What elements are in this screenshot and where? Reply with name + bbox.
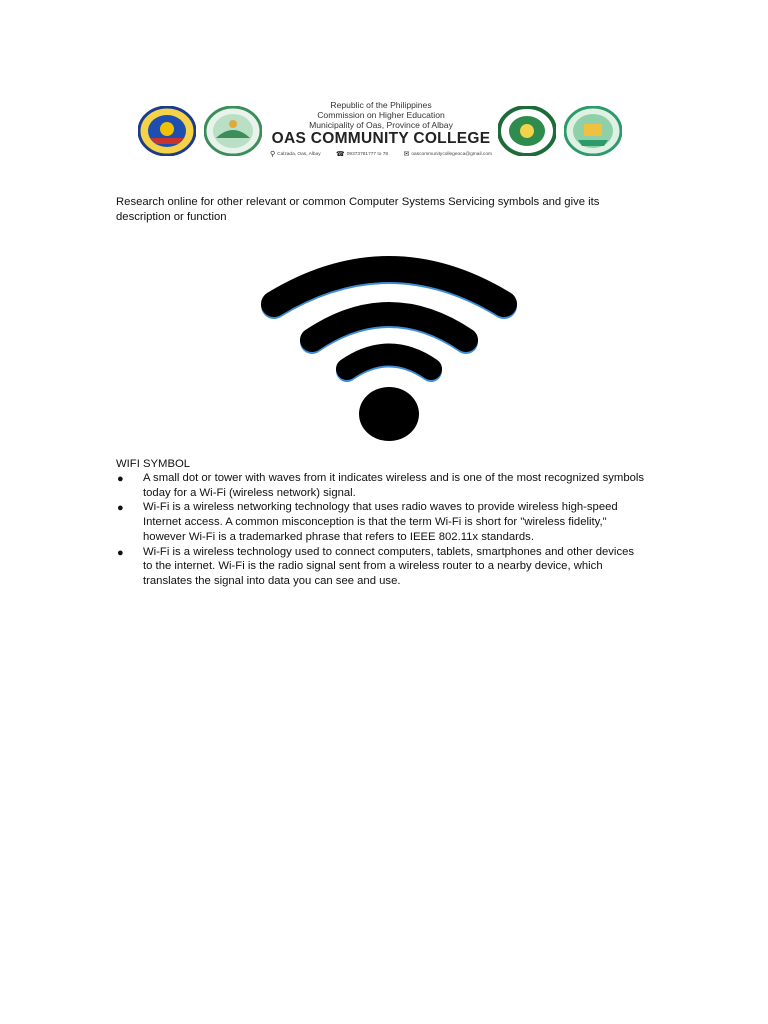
list-item [116, 500, 646, 544]
list-item [116, 545, 646, 589]
letterhead-republic: Republic of the Philippines [330, 100, 432, 110]
ched-seal-logo [138, 106, 196, 156]
municipality-seal-logo [204, 106, 262, 156]
list-item-text: Wi-Fi is a wireless technology used to connect computers, tablets, smartphones and other devices to the internet. Wi-Fi is the radio signal sent from a wireless router to a nearby device, which translates the signal into data you can see and use. [143, 545, 635, 587]
department-seal-logo [564, 106, 622, 156]
letterhead-municipality: Municipality of Oas, Province of Albay [309, 120, 453, 130]
college-name: OAS COMMUNITY COLLEGE [271, 130, 491, 147]
description-list [116, 471, 646, 589]
list-item-text: Wi-Fi is a wireless networking technology that uses radio waves to provide wireless high-speed Internet access. A common misconception is that the term Wi-Fi is short for "wireless fidelity," however Wi-Fi is a trademarked phrase that refers to IEEE 802.11x standards. [143, 501, 618, 543]
list-item [116, 471, 646, 500]
letterhead-commission: Commission on Higher Education [317, 110, 445, 120]
address-text: Calzada, Oas, Albay [277, 151, 321, 157]
bullet-icon: ● [117, 473, 124, 485]
phone-icon: ☎ [336, 151, 345, 158]
email-icon: ✉ [403, 151, 410, 158]
college-seal-logo [498, 106, 556, 156]
phone-contact [336, 150, 388, 158]
letterhead [136, 100, 628, 162]
wifi-icon [274, 269, 504, 441]
bullet-icon: ● [117, 546, 124, 559]
email-text: oascommunitycollegeoca@gmail.com [411, 151, 492, 157]
instruction-text: Research online for other relevant or common Computer Systems Servicing symbols and give its description or function [116, 196, 600, 223]
letterhead-contacts [270, 150, 492, 158]
address-contact [270, 150, 321, 158]
location-pin-icon: ⚲ [270, 151, 276, 158]
section-heading: WIFI SYMBOL [116, 458, 191, 470]
email-contact [404, 150, 492, 158]
phone-text: 09373781777 to 78 [346, 151, 389, 157]
list-item-text: A small dot or tower with waves from it indicates wireless and is one of the most recognized symbols today for a Wi-Fi (wireless network) signal. [143, 472, 645, 499]
bullet-icon: ● [117, 502, 124, 515]
letterhead-text [270, 100, 492, 158]
wifi-symbol-image [240, 248, 538, 448]
